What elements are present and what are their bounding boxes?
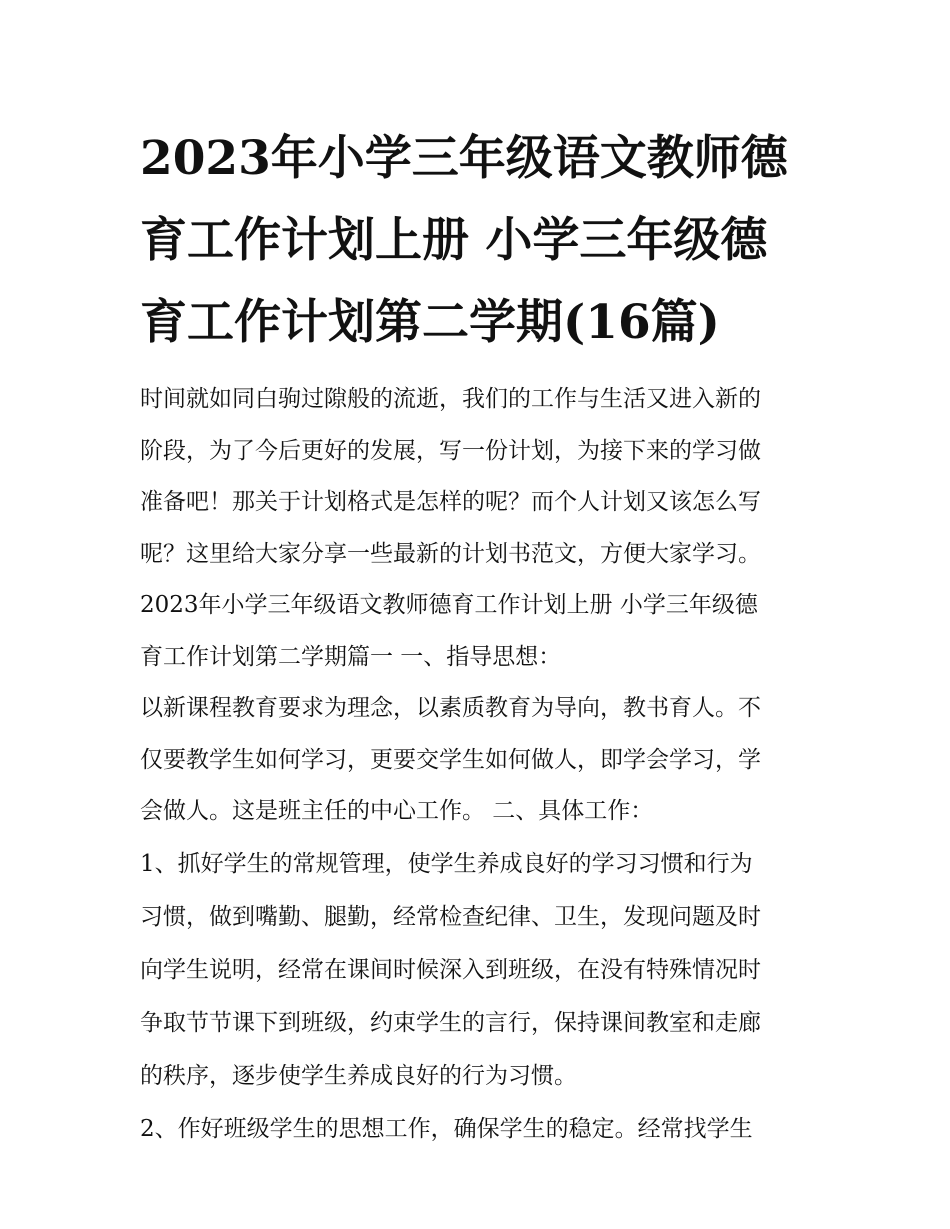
- body-line: 的秩序，逐步使学生养成良好的行为习惯。: [140, 1062, 577, 1089]
- body-line: 育工作计划第二学期篇一 一、指导思想：: [140, 643, 562, 670]
- body-line: 争取节节课下到班级，约束学生的言行，保持课间教室和走廊: [140, 1009, 761, 1036]
- body-line: 以新课程教育要求为理念，以素质教育为导向，教书育人。不: [140, 695, 761, 721]
- body-line: 1、抓好学生的常规管理，使学生养成良好的学习习惯和行为: [140, 850, 753, 877]
- body-line: 时间就如同白驹过隙般的流逝，我们的工作与生活又进入新的: [140, 386, 761, 412]
- title-line: 育工作计划第二学期(16篇): [140, 295, 720, 350]
- body-line: 习惯，做到嘴勤、腿勤，经常检查纪律、卫生，发现问题及时: [140, 903, 761, 930]
- body-line: 2、作好班级学生的思想工作，确保学生的稳定。经常找学生: [140, 1115, 753, 1142]
- body-line: 准备吧！那关于计划格式是怎样的呢？而个人计划又该怎么写: [140, 489, 761, 515]
- title-line: 育工作计划上册 小学三年级德: [140, 213, 768, 268]
- body-line: 仅要教学生如何学习，更要交学生如何做人，即学会学习，学: [140, 746, 761, 773]
- body-line: 阶段，为了今后更好的发展，写一份计划，为接下来的学习做: [140, 437, 761, 464]
- body-line: 呢？这里给大家分享一些最新的计划书范文，方便大家学习。: [140, 540, 761, 567]
- body-line: 2023年小学三年级语文教师德育工作计划上册 小学三年级德: [140, 592, 758, 618]
- body-line: 向学生说明，经常在课间时候深入到班级，在没有特殊情况时: [140, 956, 761, 983]
- title-line: 2023年小学三年级语文教师德: [140, 131, 788, 186]
- document-page: [140, 118, 812, 1156]
- document-body: [140, 374, 812, 1156]
- body-line: 会做人。这是班主任的中心工作。 二、具体工作：: [140, 798, 654, 824]
- document-title: [140, 118, 812, 364]
